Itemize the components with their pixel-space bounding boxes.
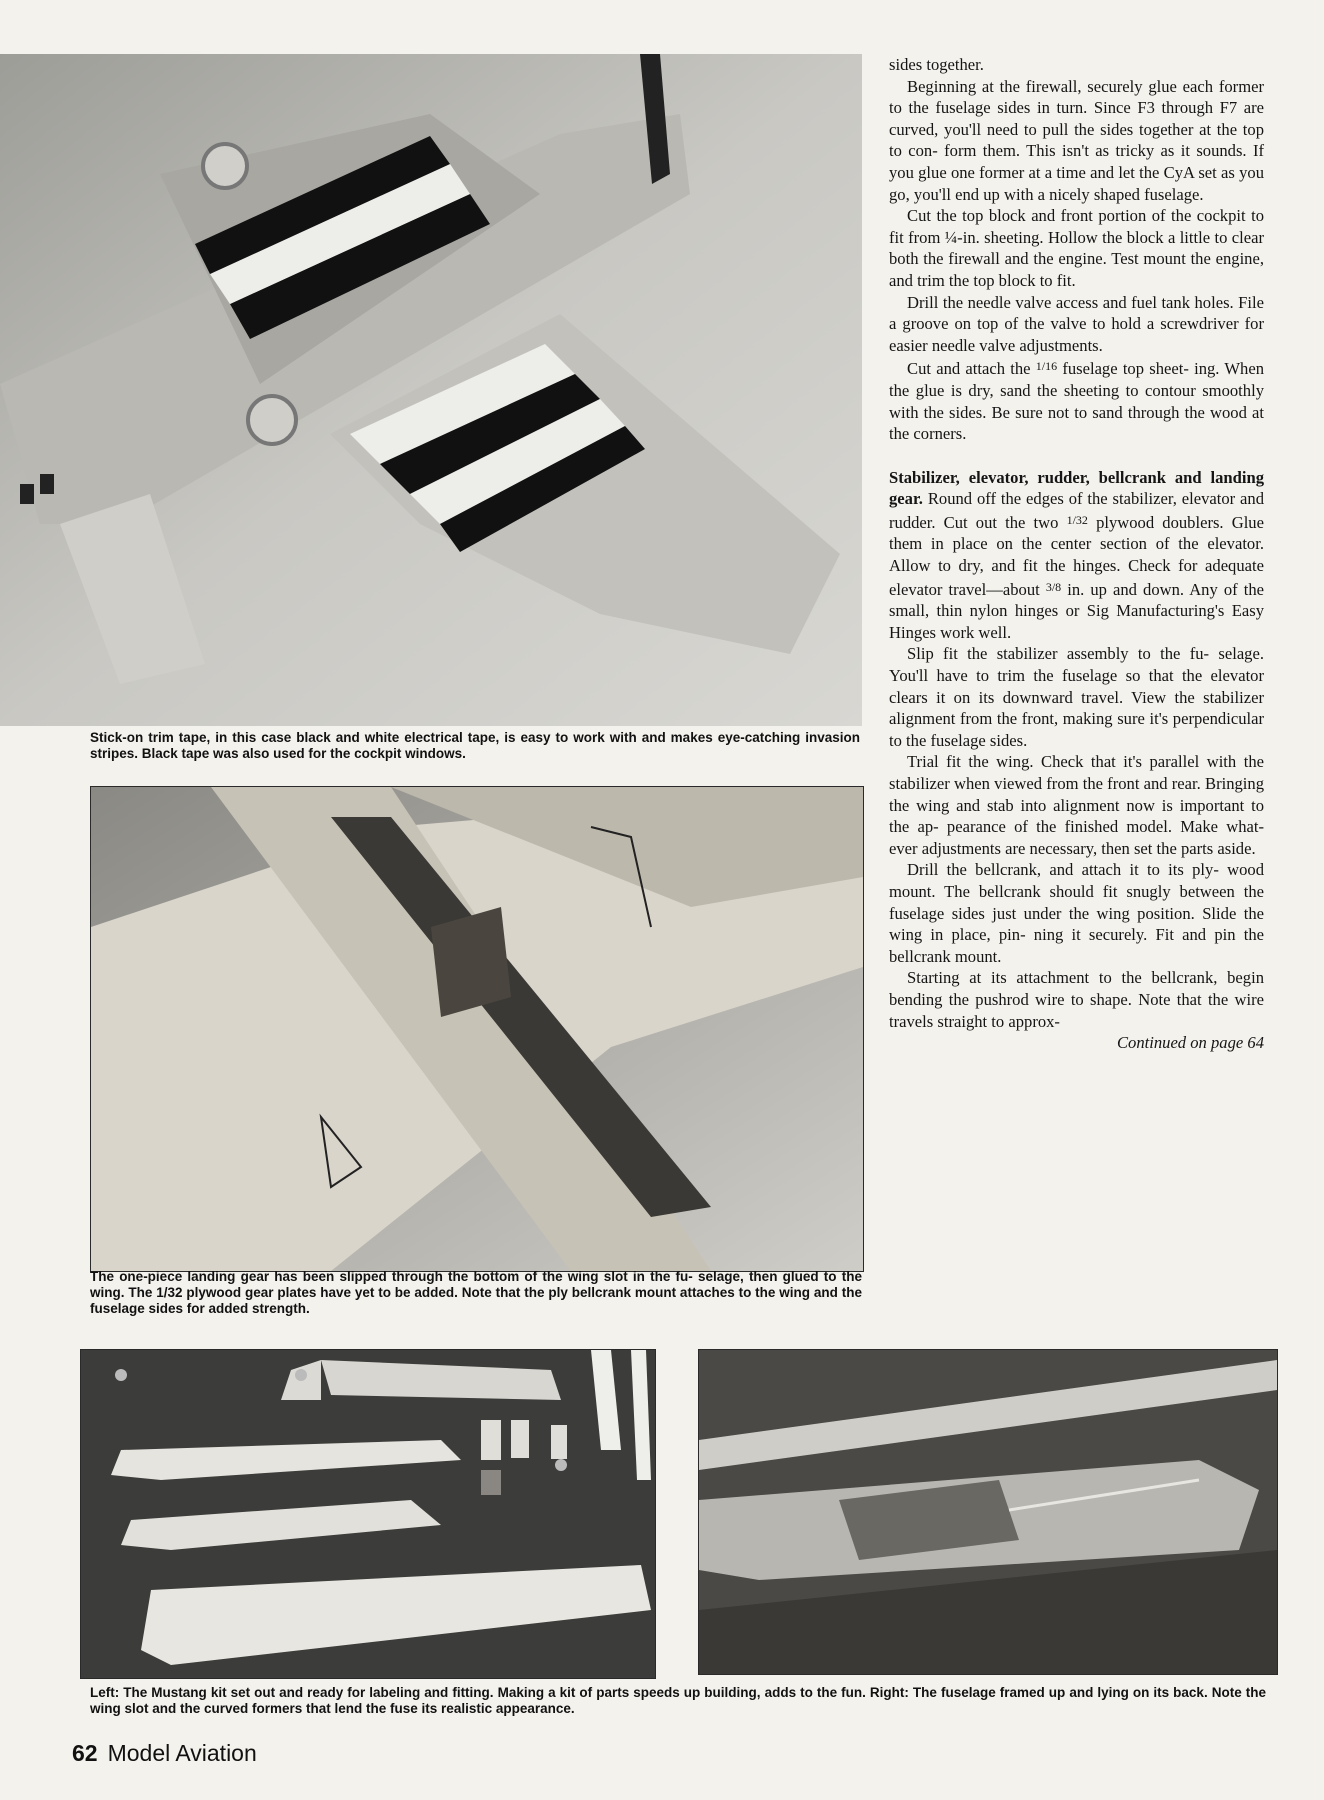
caption-invasion-stripes: Stick-on trim tape, in this case black and white electrical tape, is easy to work with and makes eye-catching invasion stripes. Black tape was also used for the cockpit windows.: [90, 730, 860, 761]
paragraph: [889, 356, 1264, 444]
article-body: [889, 54, 1264, 1054]
text-run: Cut and attach the: [907, 359, 1031, 379]
photo-landing-gear-wing-slot: [90, 786, 864, 1272]
fraction: 1/16: [1035, 359, 1058, 374]
paragraph: Drill the needle valve access and fuel tank holes. File a groove on top of the valve to hold a screwdriver for easier needle valve adjustments.: [889, 292, 1264, 355]
text-run: Round off the edges of the stabilizer, elevator and rudder. Cut out the two: [889, 489, 1264, 532]
publication-name: Model Aviation: [107, 1740, 257, 1766]
text-run: fuselage top sheet- ing. When the glue is dry, sand the sheeting to contour smoothly with the sides. Be sure not to sand through the wood at the corners.: [889, 359, 1264, 444]
paragraph: Drill the bellcrank, and attach it to its ply- wood mount. The bellcrank should fit snugly between the fuselage sides just under the wing position. Slide the wing in place, pin- ning it securely. Fit and pin the bellcrank mount.: [889, 860, 1264, 966]
text-run: in. up and down. Any of the small, thin nylon hinges or Sig Manufacturing's Easy Hinges work well.: [889, 579, 1265, 642]
page-folio: [72, 1740, 257, 1767]
section-heading: Stabilizer, elevator, rudder, bellcrank and landing gear.: [889, 467, 1264, 509]
paragraph: Starting at its attachment to the bellcrank, begin bending the pushrod wire to shape. Note that the wire travels straight to approx-: [889, 968, 1264, 1031]
fraction: 3/8: [1045, 579, 1062, 594]
paragraph: Trial fit the wing. Check that it's parallel with the stabilizer when viewed from the front and rear. Bringing the wing and stab into alignment now is important to the ap- pearance of the finished model. Make what- ever adjustments are necessary, then set the parts aside.: [889, 752, 1264, 858]
paragraph: Beginning at the firewall, securely glue each former to the fuselage sides in turn. Since F3 through F7 are curved, you'll need to pull the sides together at the top to con- form them. This isn't as tricky as it sounds. If you glue one former at a time and let the CyA set as you go, you'll end up with a nicely shaped fuselage.: [889, 76, 1264, 204]
photo-mustang-kit-parts: [80, 1349, 656, 1679]
continued-note: Continued on page 64: [1116, 1033, 1264, 1053]
paragraph: Cut the top block and front portion of the cockpit to fit from ¼-in. sheeting. Hollow the block a little to clear both the firewall and the engine. Test mount the engine, and trim the top block to fit.: [889, 206, 1264, 290]
caption-landing-gear: The one-piece landing gear has been slipped through the bottom of the wing slot in the fu- selage, then glued to the wing. The 1/32 plywood gear plates have yet to be added. Note that the ply bellcrank mount attaches to the wing and the fuselage sides for added strength.: [90, 1269, 862, 1316]
caption-kit-and-fuselage: Left: The Mustang kit set out and ready for labeling and fitting. Making a kit of parts speeds up building, adds to the fun. Right: The fuselage framed up and lying on its back. Note the wing slot and the curved formers that lend the fuse its realistic appearance.: [90, 1685, 1266, 1716]
paragraph: sides together.: [889, 55, 984, 74]
photo-fuselage-framed: [698, 1349, 1278, 1675]
page-number: 62: [72, 1740, 98, 1766]
text-run: plywood doublers. Glue them in place on the center section of the elevator. Allow to dry, and fit the hinges. Check for adequate elevator travel—about: [889, 512, 1264, 599]
paragraph: Slip fit the stabilizer assembly to the fu- selage. You'll have to trim the fuselage so that the elevator clears it on its downward travel. View the stabilizer alignment from the front, making sure it's perpendicular to the fuselage sides.: [889, 644, 1264, 750]
paragraph: [889, 467, 1264, 644]
photo-mustang-invasion-stripes: [0, 54, 862, 726]
fraction: 1/32: [1066, 512, 1088, 527]
